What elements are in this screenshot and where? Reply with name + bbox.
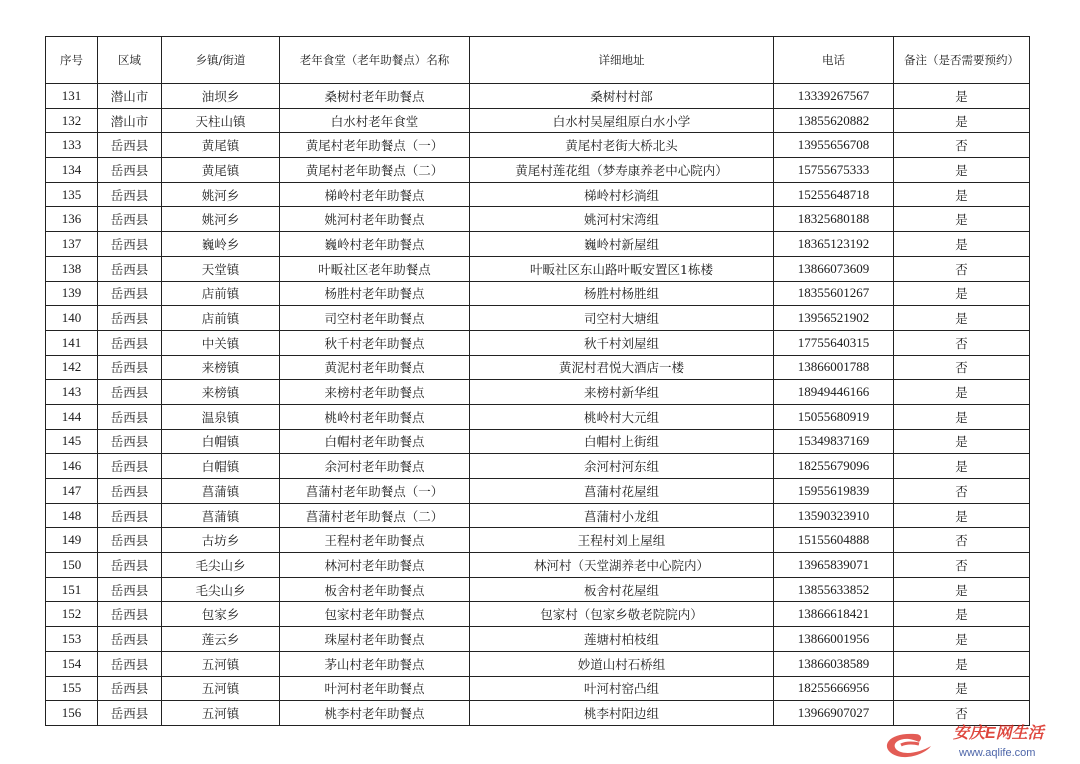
cell-seq: 150 bbox=[46, 553, 98, 578]
cell-note: 是 bbox=[894, 602, 1030, 627]
table-row bbox=[46, 577, 1030, 602]
table-row bbox=[46, 627, 1030, 652]
cell-seq: 155 bbox=[46, 676, 98, 701]
cell-area: 岳西县 bbox=[98, 429, 162, 454]
table-header bbox=[46, 37, 1030, 84]
cell-seq: 142 bbox=[46, 355, 98, 380]
cell-address: 白水村吴屋组原白水小学 bbox=[470, 108, 774, 133]
cell-phone: 13866038589 bbox=[774, 651, 894, 676]
cell-township: 温泉镇 bbox=[162, 404, 280, 429]
cell-area: 潜山市 bbox=[98, 84, 162, 109]
cell-address: 叶河村窑凸组 bbox=[470, 676, 774, 701]
cell-canteen-name: 叶河村老年助餐点 bbox=[280, 676, 470, 701]
cell-address: 包家村（包家乡敬老院院内） bbox=[470, 602, 774, 627]
table-row bbox=[46, 182, 1030, 207]
cell-seq: 153 bbox=[46, 627, 98, 652]
cell-canteen-name: 黄泥村老年助餐点 bbox=[280, 355, 470, 380]
table-row bbox=[46, 380, 1030, 405]
cell-phone: 18255679096 bbox=[774, 454, 894, 479]
table-row bbox=[46, 701, 1030, 726]
cell-canteen-name: 茅山村老年助餐点 bbox=[280, 651, 470, 676]
cell-township: 古坊乡 bbox=[162, 528, 280, 553]
cell-area: 岳西县 bbox=[98, 627, 162, 652]
cell-township: 天柱山镇 bbox=[162, 108, 280, 133]
cell-phone: 15155604888 bbox=[774, 528, 894, 553]
header-address: 详细地址 bbox=[470, 37, 774, 84]
cell-seq: 132 bbox=[46, 108, 98, 133]
cell-phone: 18325680188 bbox=[774, 207, 894, 232]
cell-phone: 13590323910 bbox=[774, 503, 894, 528]
cell-note: 是 bbox=[894, 577, 1030, 602]
cell-note: 是 bbox=[894, 84, 1030, 109]
cell-phone: 13855620882 bbox=[774, 108, 894, 133]
cell-phone: 13866073609 bbox=[774, 256, 894, 281]
cell-seq: 139 bbox=[46, 281, 98, 306]
cell-township: 来榜镇 bbox=[162, 355, 280, 380]
cell-area: 岳西县 bbox=[98, 404, 162, 429]
cell-area: 岳西县 bbox=[98, 528, 162, 553]
cell-note: 否 bbox=[894, 330, 1030, 355]
cell-note: 是 bbox=[894, 232, 1030, 257]
cell-township: 来榜镇 bbox=[162, 380, 280, 405]
cell-phone: 17755640315 bbox=[774, 330, 894, 355]
cell-phone: 13866001788 bbox=[774, 355, 894, 380]
cell-address: 巍岭村新屋组 bbox=[470, 232, 774, 257]
cell-address: 桑树村村部 bbox=[470, 84, 774, 109]
cell-area: 岳西县 bbox=[98, 330, 162, 355]
cell-seq: 149 bbox=[46, 528, 98, 553]
cell-address: 梯岭村杉淌组 bbox=[470, 182, 774, 207]
table-row bbox=[46, 676, 1030, 701]
cell-township: 白帽镇 bbox=[162, 429, 280, 454]
cell-note: 是 bbox=[894, 207, 1030, 232]
cell-township: 菖蒲镇 bbox=[162, 503, 280, 528]
cell-address: 妙道山村石桥组 bbox=[470, 651, 774, 676]
cell-township: 毛尖山乡 bbox=[162, 553, 280, 578]
cell-area: 岳西县 bbox=[98, 306, 162, 331]
cell-note: 是 bbox=[894, 380, 1030, 405]
cell-canteen-name: 菖蒲村老年助餐点（二） bbox=[280, 503, 470, 528]
cell-township: 油坝乡 bbox=[162, 84, 280, 109]
cell-canteen-name: 余河村老年助餐点 bbox=[280, 454, 470, 479]
cell-seq: 144 bbox=[46, 404, 98, 429]
cell-area: 岳西县 bbox=[98, 553, 162, 578]
cell-canteen-name: 桑树村老年助餐点 bbox=[280, 84, 470, 109]
cell-note: 否 bbox=[894, 479, 1030, 504]
cell-area: 岳西县 bbox=[98, 158, 162, 183]
cell-seq: 145 bbox=[46, 429, 98, 454]
cell-seq: 143 bbox=[46, 380, 98, 405]
cell-note: 否 bbox=[894, 133, 1030, 158]
cell-note: 否 bbox=[894, 553, 1030, 578]
table-row bbox=[46, 256, 1030, 281]
cell-note: 是 bbox=[894, 676, 1030, 701]
cell-phone: 15955619839 bbox=[774, 479, 894, 504]
cell-township: 包家乡 bbox=[162, 602, 280, 627]
cell-phone: 15755675333 bbox=[774, 158, 894, 183]
cell-township: 菖蒲镇 bbox=[162, 479, 280, 504]
cell-address: 叶畈社区东山路叶畈安置区1栋楼 bbox=[470, 256, 774, 281]
cell-address: 板舍村花屋组 bbox=[470, 577, 774, 602]
cell-seq: 136 bbox=[46, 207, 98, 232]
cell-phone: 18355601267 bbox=[774, 281, 894, 306]
cell-note: 是 bbox=[894, 404, 1030, 429]
cell-township: 五河镇 bbox=[162, 676, 280, 701]
table-row bbox=[46, 232, 1030, 257]
cell-seq: 156 bbox=[46, 701, 98, 726]
cell-canteen-name: 巍岭村老年助餐点 bbox=[280, 232, 470, 257]
header-township: 乡镇/街道 bbox=[162, 37, 280, 84]
table-row bbox=[46, 207, 1030, 232]
cell-seq: 141 bbox=[46, 330, 98, 355]
cell-township: 莲云乡 bbox=[162, 627, 280, 652]
cell-phone: 13955656708 bbox=[774, 133, 894, 158]
cell-area: 岳西县 bbox=[98, 281, 162, 306]
header-note: 备注（是否需要预约） bbox=[894, 37, 1030, 84]
table-row bbox=[46, 133, 1030, 158]
cell-note: 是 bbox=[894, 627, 1030, 652]
cell-township: 巍岭乡 bbox=[162, 232, 280, 257]
cell-area: 岳西县 bbox=[98, 454, 162, 479]
cell-canteen-name: 杨胜村老年助餐点 bbox=[280, 281, 470, 306]
cell-address: 姚河村宋湾组 bbox=[470, 207, 774, 232]
cell-address: 黄泥村君悦大酒店一楼 bbox=[470, 355, 774, 380]
header-area: 区域 bbox=[98, 37, 162, 84]
cell-note: 否 bbox=[894, 256, 1030, 281]
cell-seq: 134 bbox=[46, 158, 98, 183]
cell-area: 岳西县 bbox=[98, 701, 162, 726]
cell-address: 黄尾村老街大桥北头 bbox=[470, 133, 774, 158]
table-row bbox=[46, 281, 1030, 306]
table-row bbox=[46, 404, 1030, 429]
table-row bbox=[46, 158, 1030, 183]
cell-area: 岳西县 bbox=[98, 380, 162, 405]
cell-seq: 148 bbox=[46, 503, 98, 528]
cell-seq: 146 bbox=[46, 454, 98, 479]
cell-township: 天堂镇 bbox=[162, 256, 280, 281]
cell-seq: 135 bbox=[46, 182, 98, 207]
cell-canteen-name: 秋千村老年助餐点 bbox=[280, 330, 470, 355]
cell-township: 毛尖山乡 bbox=[162, 577, 280, 602]
cell-canteen-name: 包家村老年助餐点 bbox=[280, 602, 470, 627]
cell-note: 是 bbox=[894, 503, 1030, 528]
cell-area: 岳西县 bbox=[98, 256, 162, 281]
cell-seq: 151 bbox=[46, 577, 98, 602]
cell-phone: 13966907027 bbox=[774, 701, 894, 726]
cell-area: 岳西县 bbox=[98, 207, 162, 232]
table-row bbox=[46, 602, 1030, 627]
cell-township: 店前镇 bbox=[162, 281, 280, 306]
cell-note: 否 bbox=[894, 355, 1030, 380]
table-row bbox=[46, 651, 1030, 676]
cell-seq: 147 bbox=[46, 479, 98, 504]
watermark-brand: 安庆E网生活 bbox=[953, 725, 1044, 742]
cell-area: 岳西县 bbox=[98, 503, 162, 528]
cell-phone: 15055680919 bbox=[774, 404, 894, 429]
cell-address: 菖蒲村小龙组 bbox=[470, 503, 774, 528]
cell-address: 余河村河东组 bbox=[470, 454, 774, 479]
canteen-table bbox=[45, 36, 1030, 726]
cell-phone: 13339267567 bbox=[774, 84, 894, 109]
cell-township: 五河镇 bbox=[162, 701, 280, 726]
cell-area: 岳西县 bbox=[98, 577, 162, 602]
cell-township: 姚河乡 bbox=[162, 182, 280, 207]
header-seq: 序号 bbox=[46, 37, 98, 84]
header-canteen-name: 老年食堂（老年助餐点）名称 bbox=[280, 37, 470, 84]
cell-seq: 133 bbox=[46, 133, 98, 158]
cell-note: 是 bbox=[894, 651, 1030, 676]
cell-area: 岳西县 bbox=[98, 479, 162, 504]
cell-address: 杨胜村杨胜组 bbox=[470, 281, 774, 306]
cell-canteen-name: 林河村老年助餐点 bbox=[280, 553, 470, 578]
cell-township: 店前镇 bbox=[162, 306, 280, 331]
cell-area: 岳西县 bbox=[98, 602, 162, 627]
header-row bbox=[46, 37, 1030, 84]
cell-note: 是 bbox=[894, 108, 1030, 133]
cell-phone: 15255648718 bbox=[774, 182, 894, 207]
cell-area: 岳西县 bbox=[98, 133, 162, 158]
cell-phone: 13956521902 bbox=[774, 306, 894, 331]
cell-seq: 138 bbox=[46, 256, 98, 281]
table-row bbox=[46, 528, 1030, 553]
cell-canteen-name: 司空村老年助餐点 bbox=[280, 306, 470, 331]
cell-seq: 131 bbox=[46, 84, 98, 109]
cell-area: 岳西县 bbox=[98, 355, 162, 380]
cell-address: 菖蒲村花屋组 bbox=[470, 479, 774, 504]
cell-canteen-name: 叶畈社区老年助餐点 bbox=[280, 256, 470, 281]
cell-canteen-name: 板舍村老年助餐点 bbox=[280, 577, 470, 602]
cell-canteen-name: 桃岭村老年助餐点 bbox=[280, 404, 470, 429]
cell-canteen-name: 王程村老年助餐点 bbox=[280, 528, 470, 553]
cell-township: 姚河乡 bbox=[162, 207, 280, 232]
cell-township: 黄尾镇 bbox=[162, 158, 280, 183]
table-row bbox=[46, 479, 1030, 504]
cell-phone: 13866618421 bbox=[774, 602, 894, 627]
cell-address: 司空村大塘组 bbox=[470, 306, 774, 331]
cell-address: 桃李村阳边组 bbox=[470, 701, 774, 726]
cell-township: 五河镇 bbox=[162, 651, 280, 676]
cell-canteen-name: 梯岭村老年助餐点 bbox=[280, 182, 470, 207]
table-row bbox=[46, 306, 1030, 331]
cell-phone: 13965839071 bbox=[774, 553, 894, 578]
cell-note: 是 bbox=[894, 158, 1030, 183]
watermark-url: www.aqlife.com bbox=[959, 747, 1036, 759]
table-row bbox=[46, 553, 1030, 578]
cell-township: 中关镇 bbox=[162, 330, 280, 355]
cell-canteen-name: 白帽村老年助餐点 bbox=[280, 429, 470, 454]
table-row bbox=[46, 503, 1030, 528]
cell-address: 来榜村新华组 bbox=[470, 380, 774, 405]
cell-phone: 18255666956 bbox=[774, 676, 894, 701]
cell-address: 林河村（天堂湖养老中心院内） bbox=[470, 553, 774, 578]
cell-address: 王程村刘上屋组 bbox=[470, 528, 774, 553]
table-row bbox=[46, 84, 1030, 109]
table-row bbox=[46, 355, 1030, 380]
cell-address: 秋千村刘屋组 bbox=[470, 330, 774, 355]
cell-address: 黄尾村莲花组（梦寿康养老中心院内） bbox=[470, 158, 774, 183]
table-row bbox=[46, 429, 1030, 454]
cell-area: 岳西县 bbox=[98, 182, 162, 207]
table-row bbox=[46, 108, 1030, 133]
cell-canteen-name: 珠屋村老年助餐点 bbox=[280, 627, 470, 652]
cell-seq: 137 bbox=[46, 232, 98, 257]
cell-seq: 154 bbox=[46, 651, 98, 676]
cell-phone: 18365123192 bbox=[774, 232, 894, 257]
cell-note: 是 bbox=[894, 281, 1030, 306]
cell-township: 黄尾镇 bbox=[162, 133, 280, 158]
cell-township: 白帽镇 bbox=[162, 454, 280, 479]
cell-address: 莲塘村柏枝组 bbox=[470, 627, 774, 652]
cell-canteen-name: 黄尾村老年助餐点（二） bbox=[280, 158, 470, 183]
cell-area: 潜山市 bbox=[98, 108, 162, 133]
cell-phone: 13855633852 bbox=[774, 577, 894, 602]
cell-note: 否 bbox=[894, 701, 1030, 726]
cell-seq: 140 bbox=[46, 306, 98, 331]
cell-canteen-name: 菖蒲村老年助餐点（一） bbox=[280, 479, 470, 504]
header-phone: 电话 bbox=[774, 37, 894, 84]
cell-note: 是 bbox=[894, 182, 1030, 207]
watermark-e-swoosh bbox=[887, 734, 931, 757]
cell-area: 岳西县 bbox=[98, 676, 162, 701]
cell-phone: 18949446166 bbox=[774, 380, 894, 405]
cell-canteen-name: 白水村老年食堂 bbox=[280, 108, 470, 133]
cell-canteen-name: 姚河村老年助餐点 bbox=[280, 207, 470, 232]
cell-phone: 15349837169 bbox=[774, 429, 894, 454]
cell-phone: 13866001956 bbox=[774, 627, 894, 652]
table-row bbox=[46, 454, 1030, 479]
cell-note: 是 bbox=[894, 306, 1030, 331]
cell-canteen-name: 桃李村老年助餐点 bbox=[280, 701, 470, 726]
cell-canteen-name: 黄尾村老年助餐点（一） bbox=[280, 133, 470, 158]
cell-address: 白帽村上街组 bbox=[470, 429, 774, 454]
cell-area: 岳西县 bbox=[98, 651, 162, 676]
table-body bbox=[46, 84, 1030, 726]
cell-area: 岳西县 bbox=[98, 232, 162, 257]
cell-note: 是 bbox=[894, 454, 1030, 479]
table-row bbox=[46, 330, 1030, 355]
cell-seq: 152 bbox=[46, 602, 98, 627]
cell-note: 否 bbox=[894, 528, 1030, 553]
cell-note: 是 bbox=[894, 429, 1030, 454]
cell-address: 桃岭村大元组 bbox=[470, 404, 774, 429]
cell-canteen-name: 来榜村老年助餐点 bbox=[280, 380, 470, 405]
